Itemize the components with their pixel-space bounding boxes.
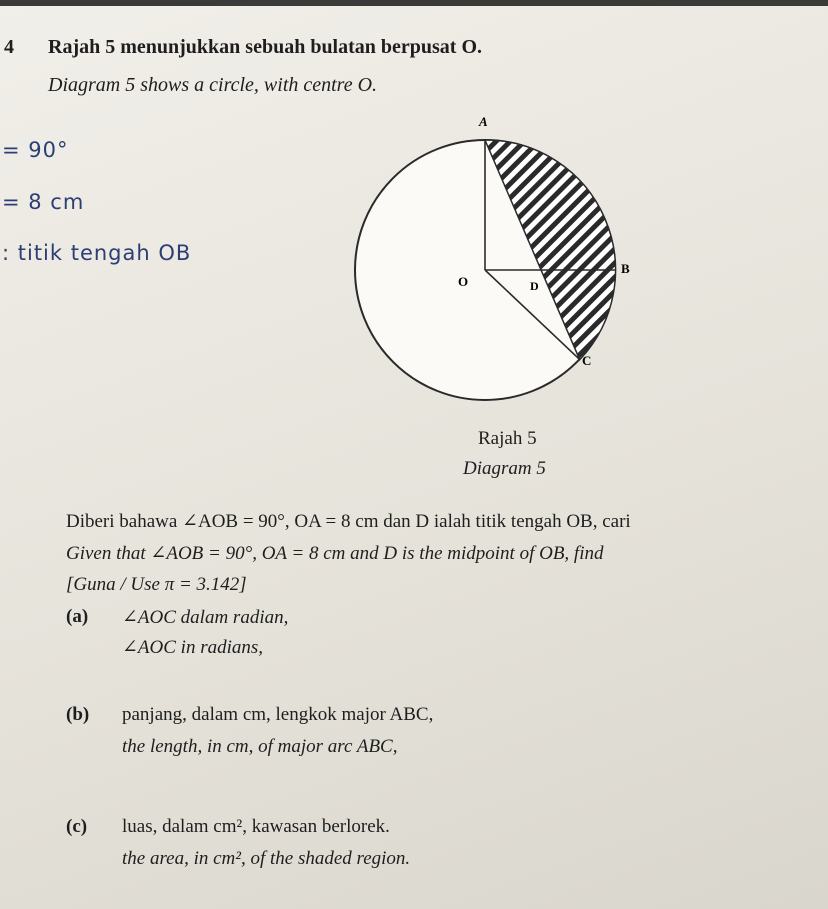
part-b-label: (b) (66, 704, 90, 725)
top-edge-bar (0, 0, 828, 6)
label-O: O (458, 274, 469, 289)
intro-english: Diagram 5 shows a circle, with centre O. (48, 74, 378, 96)
diagram-caption-english: Diagram 5 (463, 458, 546, 479)
question-number: 4 (4, 36, 14, 58)
handwritten-note-2: = 8 cm (2, 190, 85, 214)
part-c-label: (c) (66, 816, 88, 837)
label-B: B (621, 261, 630, 276)
part-a-english: ∠AOC in radians, (122, 637, 264, 658)
diagram-caption-malay: Rajah 5 (478, 428, 537, 449)
part-b-english: the length, in cm, of major arc ABC, (122, 736, 398, 757)
label-A: A (479, 114, 488, 129)
handwritten-note-1: = 90° (2, 138, 69, 162)
circle-diagram (340, 110, 640, 410)
label-C: C (582, 353, 592, 368)
given-malay: Diberi bahawa ∠AOB = 90°, OA = 8 cm dan D ialah titik tengah OB, cari (66, 511, 631, 532)
given-english: Given that ∠AOB = 90°, OA = 8 cm and D is the midpoint of OB, find (66, 543, 604, 564)
label-D: D (530, 279, 539, 293)
part-a-label: (a) (66, 606, 89, 627)
use-pi-note: [Guna / Use π = 3.142] (66, 574, 247, 595)
handwritten-note-3: : titik tengah OB (2, 241, 192, 265)
part-a-malay: ∠AOC dalam radian, (122, 607, 289, 628)
intro-malay: Rajah 5 menunjukkan sebuah bulatan berpusat O. (48, 36, 483, 58)
part-b-malay: panjang, dalam cm, lengkok major ABC, (122, 704, 434, 725)
part-c-english: the area, in cm², of the shaded region. (122, 848, 411, 869)
part-c-malay: luas, dalam cm², kawasan berlorek. (122, 816, 390, 837)
